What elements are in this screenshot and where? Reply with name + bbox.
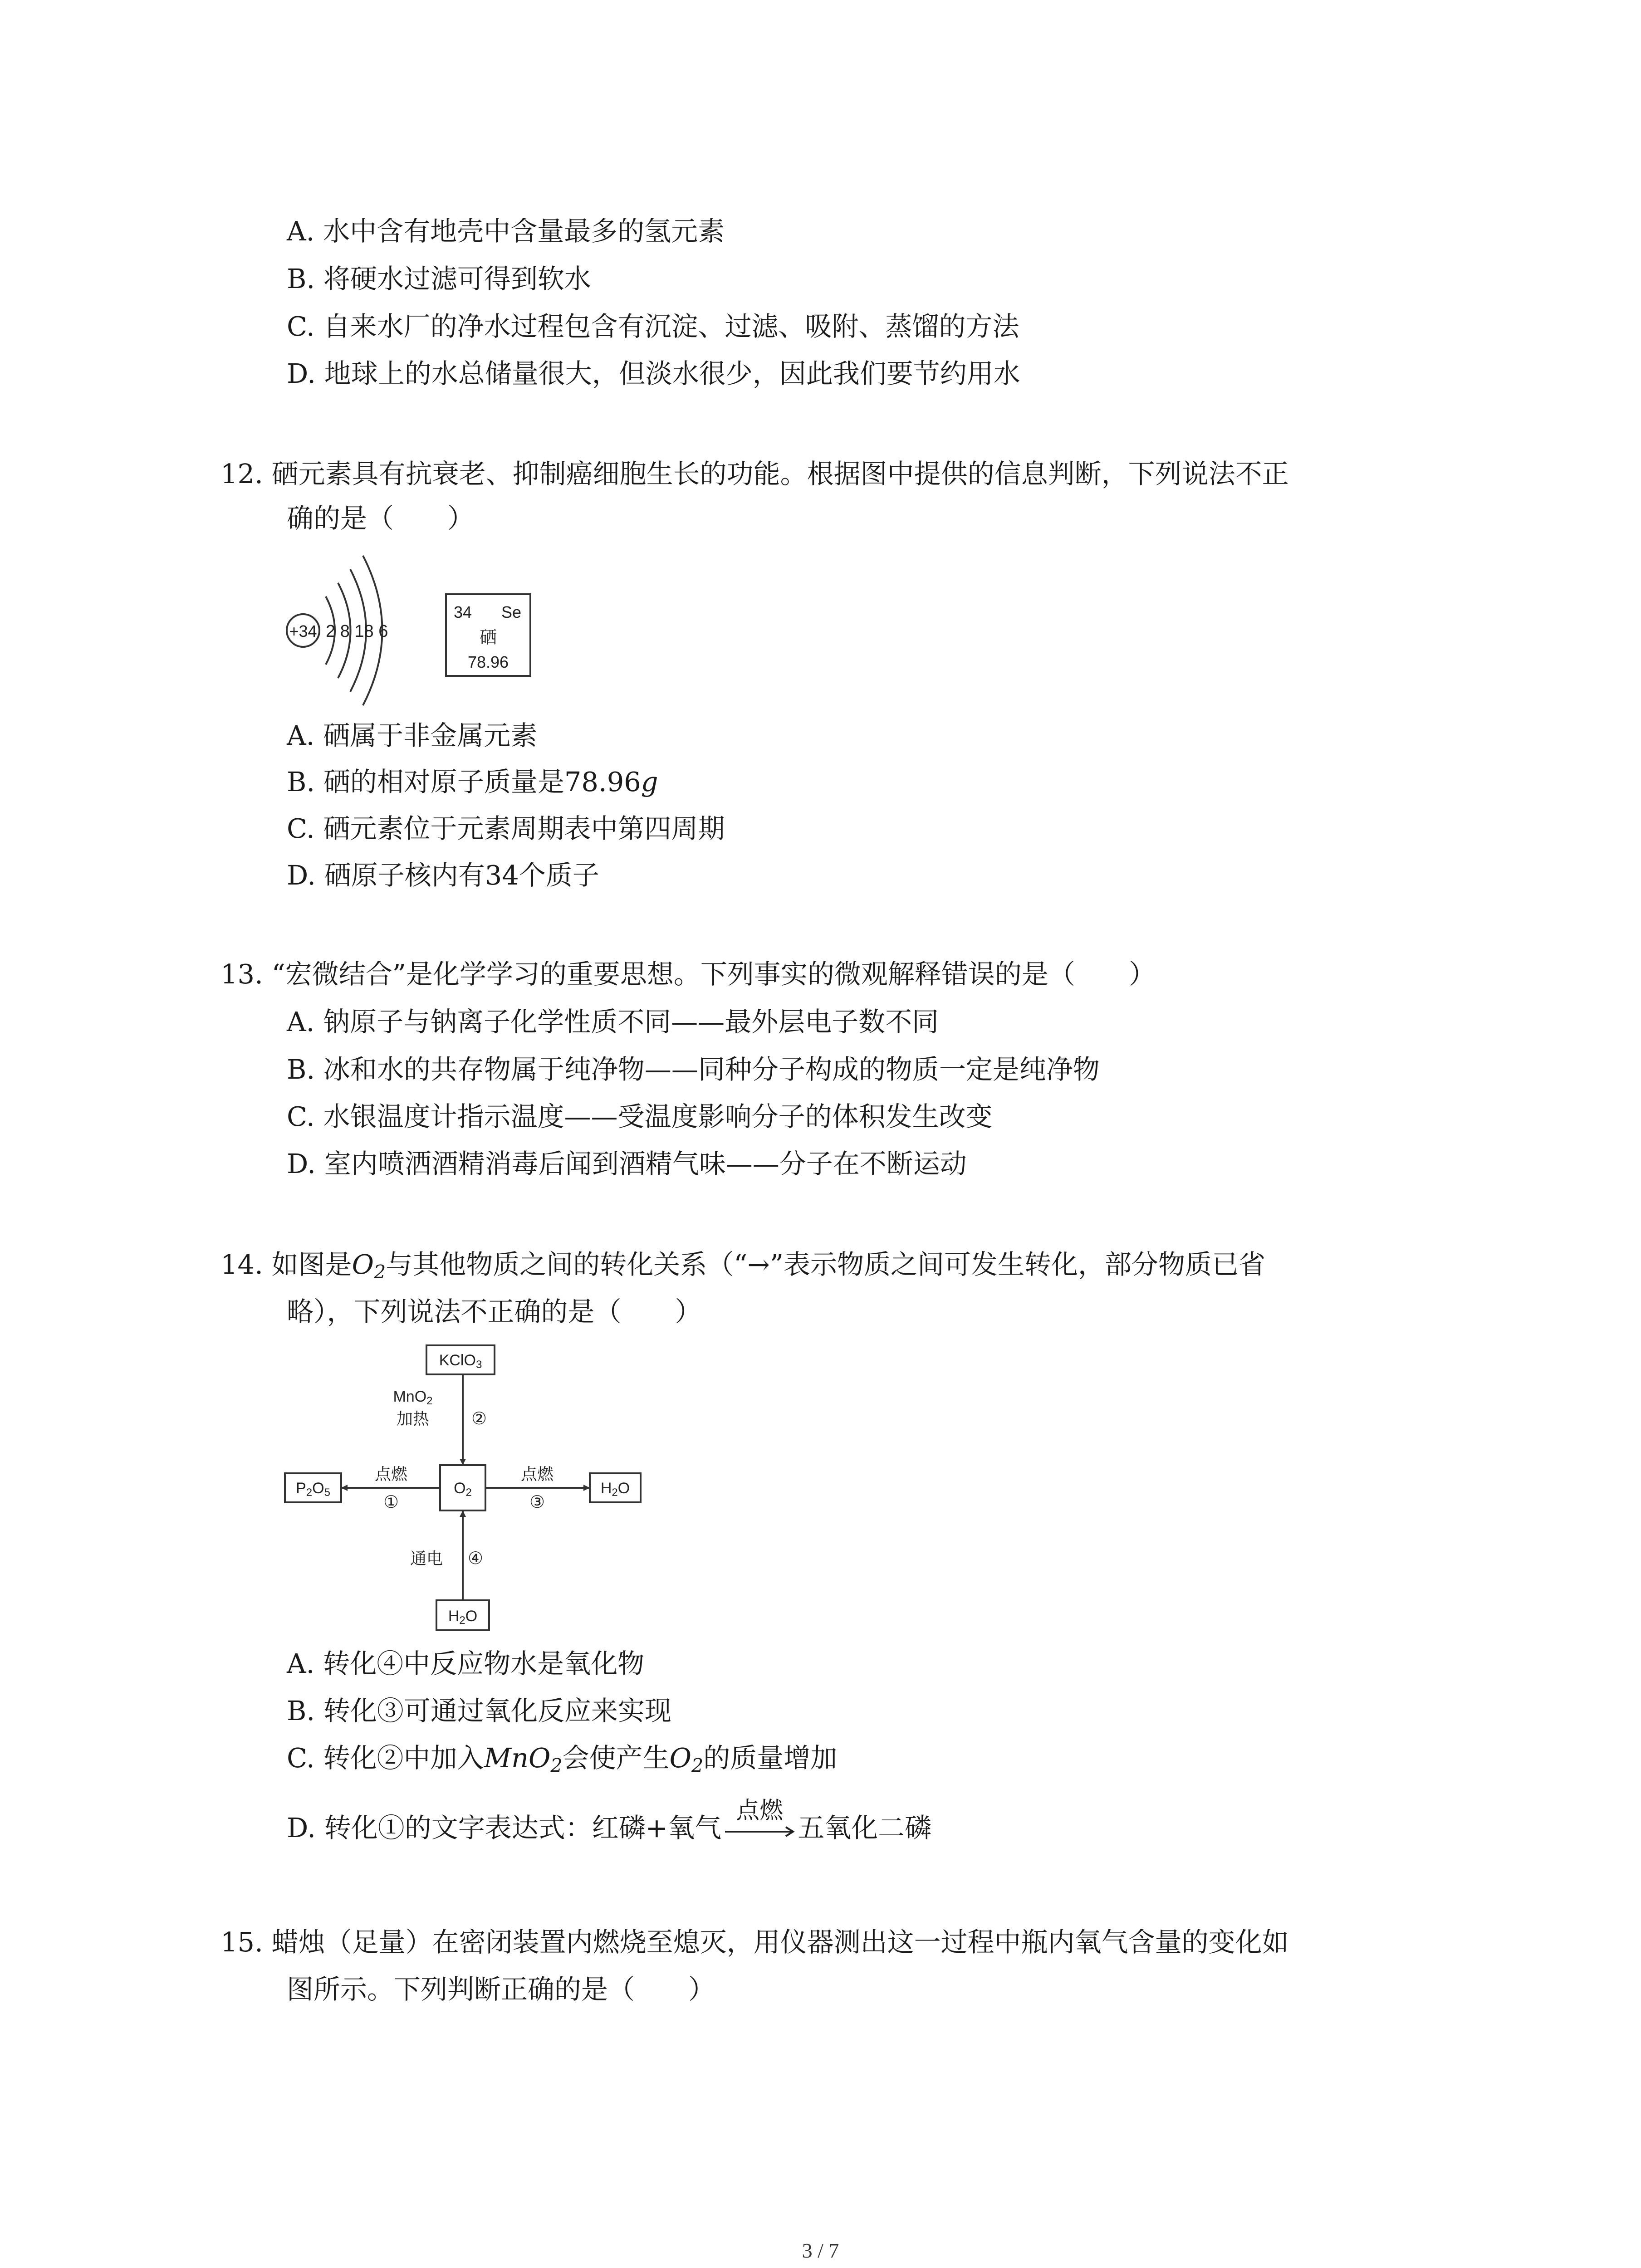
q11-option-d: D. 地球上的水总储量很大，但淡水很少，因此我们要节约用水 — [287, 358, 1020, 389]
reaction-condition: 点燃 — [736, 1797, 784, 1825]
q12-option-b-text: B. 硒的相对原子质量是78.96 — [287, 766, 641, 797]
reaction-arrow — [723, 1797, 796, 1843]
reaction-arrow-icon — [723, 1816, 796, 1843]
label-ignite-right: 点燃 — [520, 1465, 554, 1484]
q14-stem-cont: 略），下列说法不正确的是（ ） — [287, 1296, 702, 1327]
q13-option-a: A. 钠原子与钠离子化学性质不同——最外层电子数不同 — [287, 1006, 939, 1037]
q14-option-c-mno2-sub: 2 — [550, 1755, 563, 1777]
q15-stem-cont: 图所示。下列判断正确的是（ ） — [287, 1974, 715, 2005]
q14-option-c — [287, 1740, 837, 1784]
q12-stem-cont: 确的是（ ） — [287, 503, 475, 534]
q12-option-d: D. 硒原子核内有34个质子 — [287, 860, 599, 891]
q14-stem-o2: O — [352, 1249, 374, 1280]
label-electrify: 通电 — [410, 1549, 443, 1568]
label-num-2: ② — [471, 1408, 487, 1428]
q12-stem: 12. 硒元素具有抗衰老、抑制癌细胞生长的功能。根据图中提供的信息判断，下列说法不正 — [220, 458, 1289, 489]
q14-stem-pre: 14. 如图是 — [220, 1249, 352, 1280]
element-name: 硒 — [479, 627, 497, 647]
q15-stem: 15. 蜡烛（足量）在密闭装置内燃烧至熄灭，用仪器测出这一过程中瓶内氧气含量的变化如 — [220, 1926, 1289, 1958]
oxygen-conversion-diagram — [272, 1334, 662, 1642]
q14-option-c-pre: C. 转化②中加入 — [287, 1742, 484, 1774]
q11-option-a: A. 水中含有地壳中含量最多的氢元素 — [287, 215, 725, 247]
q11-option-c: C. 自来水厂的净水过程包含有沉淀、过滤、吸附、蒸馏的方法 — [287, 311, 1019, 342]
label-h2o-right: H2O — [600, 1480, 630, 1499]
q14-stem-o2-sub: 2 — [373, 1261, 386, 1283]
q14-option-d-post: 五氧化二磷 — [798, 1812, 932, 1843]
q14-option-d-pre: D. 转化①的文字表达式：红磷+氧气 — [287, 1812, 722, 1843]
label-ignite-left: 点燃 — [374, 1465, 408, 1484]
q12-option-b — [287, 764, 658, 800]
q14-option-c-post: 的质量增加 — [703, 1742, 838, 1774]
label-o2: O2 — [454, 1480, 472, 1499]
q14-option-c-mid: 会使产生 — [562, 1742, 670, 1774]
label-num-3: ③ — [529, 1492, 545, 1512]
q12-option-a: A. 硒属于非金属元素 — [287, 720, 538, 751]
label-kclo3: KClO3 — [439, 1352, 482, 1371]
q11-option-b: B. 将硬水过滤可得到软水 — [287, 263, 591, 294]
q14-option-c-mno2: MnO — [484, 1742, 551, 1774]
label-h2o-bottom: H2O — [448, 1608, 478, 1627]
q12-option-b-unit: g — [641, 766, 658, 797]
q13-option-b: B. 冰和水的共存物属于纯净物——同种分子构成的物质一定是纯净物 — [287, 1054, 1100, 1085]
q13-stem: 13. “宏微结合”是化学学习的重要思想。下列事实的微观解释错误的是（ ） — [220, 958, 1156, 990]
atomic-mass: 78.96 — [467, 653, 509, 671]
label-num-4: ④ — [467, 1548, 484, 1568]
atomic-number: 34 — [454, 603, 472, 621]
element-symbol: Se — [501, 603, 522, 621]
label-mno2: MnO2 — [393, 1388, 433, 1407]
q14-stem-post: 与其他物质之间的转化关系（“→”表示物质之间可发生转化，部分物质已省 — [386, 1249, 1266, 1280]
electron-shells: 2 8 18 6 — [326, 622, 388, 641]
nucleus-charge: +34 — [289, 622, 317, 640]
q14-stem — [220, 1246, 1265, 1290]
q13-option-d: D. 室内喷洒酒精消毒后闻到酒精气味——分子在不断运动 — [287, 1148, 967, 1179]
q12-option-c: C. 硒元素位于元素周期表中第四周期 — [287, 813, 725, 844]
page-number: 3 / 7 — [802, 2239, 839, 2262]
label-p2o5: P2O5 — [296, 1480, 330, 1499]
q14-option-c-o2-sub: 2 — [691, 1755, 704, 1777]
label-heat: 加热 — [396, 1410, 430, 1428]
q14-option-c-o2: O — [669, 1742, 692, 1774]
q14-option-d — [287, 1797, 932, 1846]
label-num-1: ① — [383, 1492, 399, 1512]
q13-option-c: C. 水银温度计指示温度——受温度影响分子的体积发生改变 — [287, 1101, 993, 1132]
q14-option-b: B. 转化③可通过氧化反应来实现 — [287, 1695, 671, 1726]
q14-option-a: A. 转化④中反应物水是氧化物 — [287, 1648, 645, 1679]
